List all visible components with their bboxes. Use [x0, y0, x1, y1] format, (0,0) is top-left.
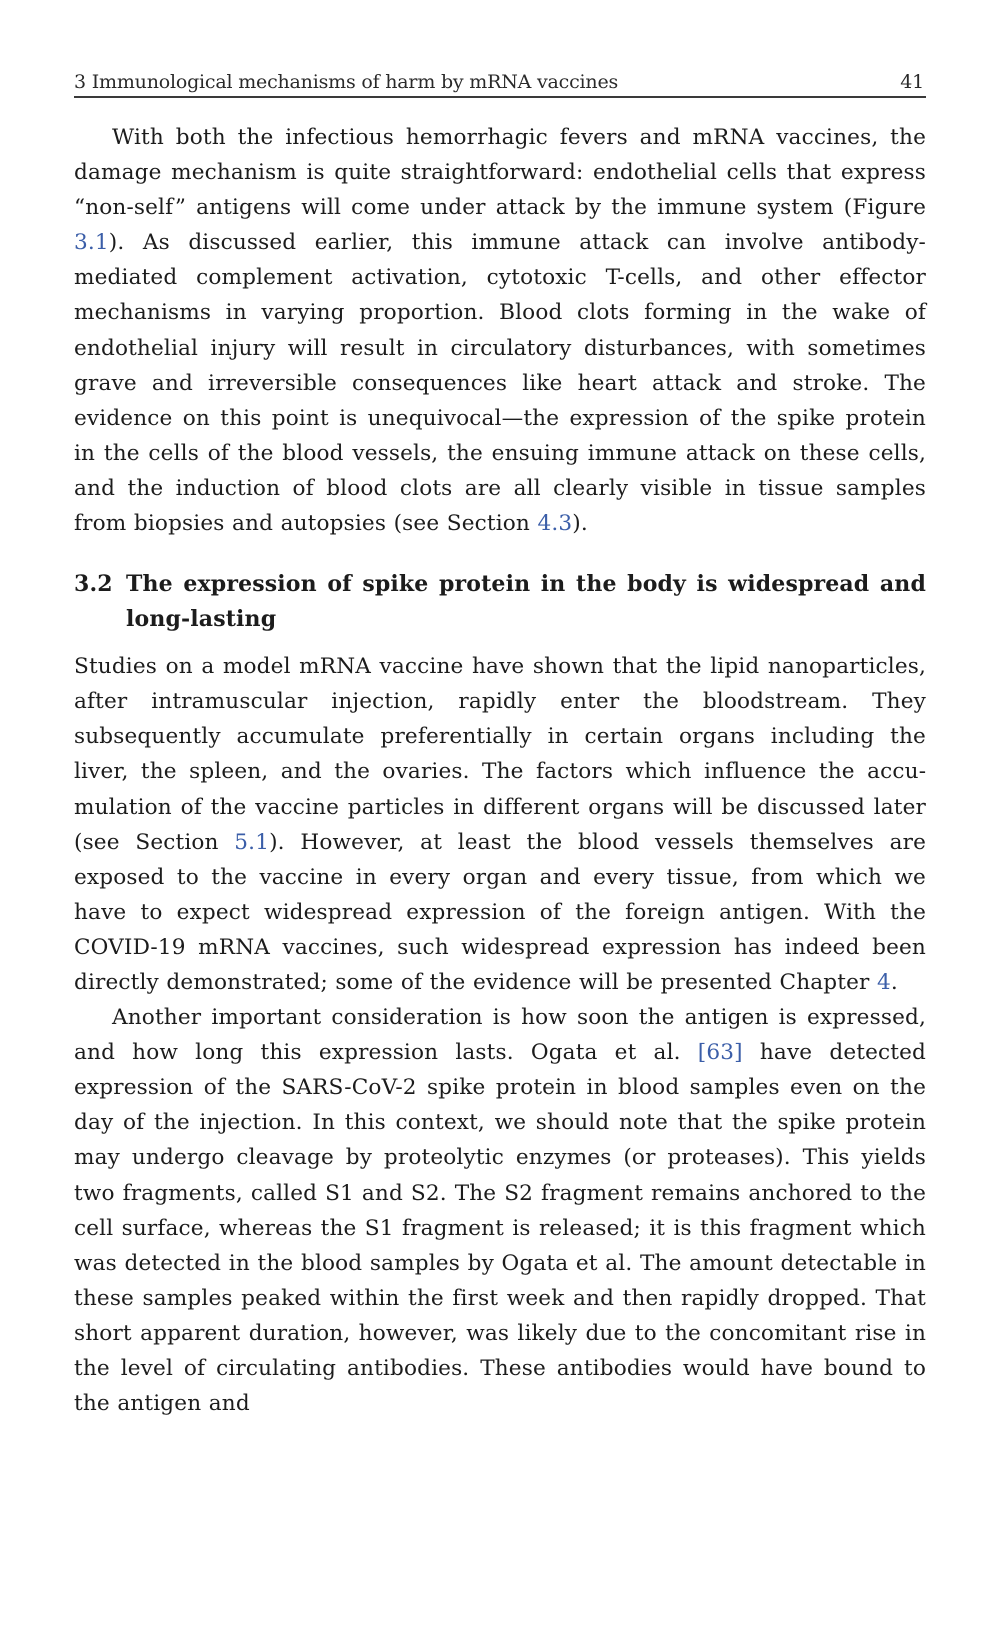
- text-run: .: [890, 969, 898, 995]
- chapter-title: 3 Immunological mechanisms of harm by mRNA vaccines: [74, 71, 619, 93]
- text-run: ). However, at least the blood vessels themselves are exposed to the vaccine in every organ and every tissue, from which we have to expect widespread expression of the foreign antigen. With the COVID-19 mRNA vaccines, such widespread expression has indeed been directly demonstrated; some of the evidence will be presented Chapter: [74, 829, 927, 995]
- body-text: [74, 120, 926, 1421]
- book-page: [74, 70, 926, 1421]
- text-run: Another important consideration is how soon the antigen is expressed, and how long this expression lasts. Ogata et al.: [74, 1005, 926, 1066]
- text-run: Studies on a model mRNA vaccine have shown that the lipid nanoparticles, after intramuscular injection, rapidly enter the bloodstream. They subsequently accumulate preferentially in certain organs including the liver, the spleen, and the ovaries. The factors which influence the accumulation of the vaccine particles in different organs will be discussed later (see Section: [74, 654, 926, 855]
- text-run: With both the infectious hemorrhagic fevers and mRNA vaccines, the damage mechanism is quite straightforward: endothelial cells that express “non-self” antigens will come under attack by the immune system (Figure: [74, 125, 926, 221]
- section-heading: [74, 567, 926, 637]
- figure-link-3-1[interactable]: 3.1: [74, 230, 109, 256]
- section-title: The expression of spike protein in the body is widespread and long-lasting: [126, 571, 926, 633]
- citation-link-63[interactable]: [63]: [697, 1040, 743, 1066]
- running-header: [74, 70, 926, 98]
- paragraph-antigen-duration: [74, 1000, 926, 1421]
- chapter-link-4[interactable]: 4: [877, 969, 891, 995]
- section-number: 3.2: [74, 571, 113, 598]
- text-run: ).: [572, 511, 588, 537]
- section-link-5-1[interactable]: 5.1: [234, 829, 270, 855]
- text-run: ). As discussed earlier, this immune attack can involve antibody-mediated complement activation, cytotoxic T-cells, and other effector mechanisms in varying proportion. Blood clots forming in the wake of endothelial injury will result in circulatory disturbances, with sometimes grave and irreversible consequences like heart attack and stroke. The evidence on this point is unequivocal—the expression of the spike protein in the cells of the blood vessels, the ensuing immune attack on these cells, and the induction of blood clots are all clearly visible in tissue samples from biopsies and autopsies (see Section: [74, 230, 926, 537]
- text-run: have detected expression of the SARS-CoV-2 spike protein in blood samples even on the day of the injection. In this context, we should note that the spike protein may undergo cleavage by proteolytic enzymes (or proteases). This yields two fragments, called S1 and S2. The S2 fragment remains anchored to the cell surface, whereas the S1 fragment is released; it is this fragment which was detected in the blood samples by Ogata et al. The amount detectable in these samples peaked within the first week and then rapidly dropped. That short apparent duration, however, was likely due to the concomitant rise in the level of circulating antibodies. These antibodies would have bound to the antigen and: [74, 1040, 926, 1417]
- page-number: 41: [900, 71, 924, 93]
- paragraph-endothelial-damage: [74, 120, 926, 541]
- section-link-4-3[interactable]: 4.3: [537, 511, 573, 537]
- paragraph-lipid-nanoparticles: [74, 649, 926, 1000]
